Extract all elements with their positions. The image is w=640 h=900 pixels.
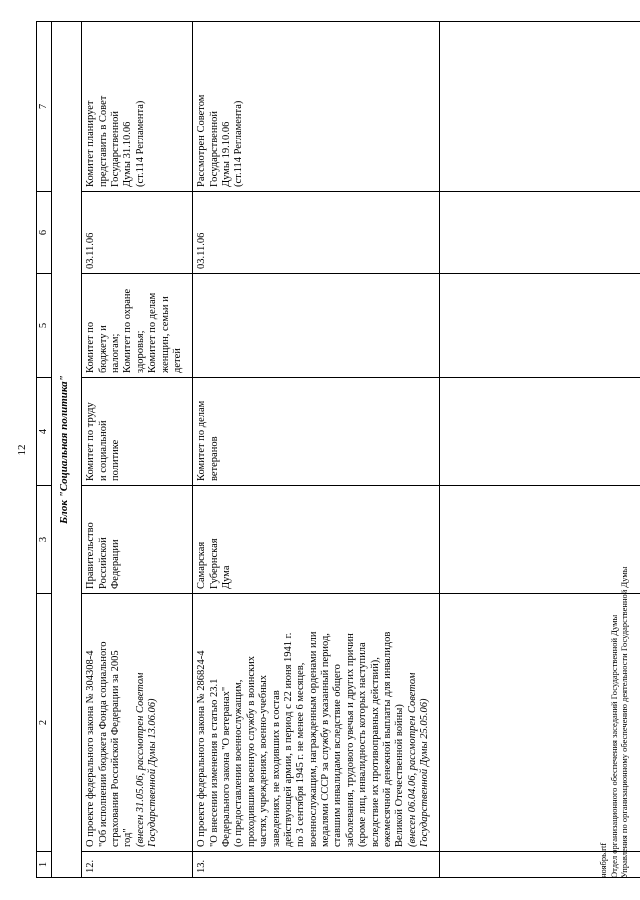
column-number-7: 7 — [37, 22, 52, 192]
note-line: представить в Совет — [97, 95, 109, 187]
name-line: Великой Отечественной войны) — [394, 704, 406, 847]
column-number-3: 3 — [37, 486, 52, 594]
name-line: проходившим военную службу в воинских — [245, 656, 257, 847]
legislation-schedule-table — [36, 21, 640, 878]
name-note-line: (внесен 31.05.06, рассмотрен Советом — [134, 672, 146, 847]
filler-cell-6 — [440, 192, 640, 274]
name-line: (о предоставлении военнослужащим, — [233, 679, 245, 847]
note-line: Государственной — [110, 111, 122, 187]
cocommittee-line: здоровья; — [134, 330, 146, 373]
subject-line: Федерации — [110, 539, 122, 589]
name-note-line: (внесен 06.04.06, рассмотрен Советом — [406, 672, 418, 847]
name-line: частях, учреждениях, военно-учебных — [258, 674, 270, 847]
name-line: "О внесении изменения в статью 23.1 — [208, 678, 220, 847]
cocommittee-line: налогам; — [110, 333, 122, 373]
row-committee-cell — [193, 378, 440, 486]
note-line: Государственной — [208, 111, 220, 187]
note-line: (ст.114 Регламента) — [233, 100, 245, 187]
page-footer — [598, 567, 630, 878]
committee-line: и социальной — [97, 420, 109, 481]
row-committee-cell — [82, 378, 193, 486]
cocommittee-line: Комитет по делам — [147, 292, 159, 373]
subject-line: Российской — [97, 537, 109, 589]
row-number-cell: 12. — [82, 852, 193, 878]
name-note-line: Государственной Думы 13.06.06) — [147, 698, 159, 847]
name-line: заболевания, трудового увечья и других причин — [344, 633, 356, 847]
name-line: страхования Российской Федерации за 2005 — [110, 650, 122, 847]
column-number-4: 4 — [37, 378, 52, 486]
filler-cell-7 — [440, 22, 640, 192]
name-note-line: Государственной Думы 25.05.06) — [419, 698, 431, 847]
committee-line: Комитет по труду — [85, 402, 97, 481]
name-line: (кроме лиц, инвалидность которых наступила — [357, 642, 369, 847]
row-name-cell — [82, 594, 193, 852]
row-number-cell: 13. — [193, 852, 440, 878]
cocommittee-line: Комитет по охране — [122, 288, 134, 373]
row-note-cell — [193, 22, 440, 192]
subject-line: Дума — [221, 565, 233, 589]
row-note-cell — [82, 22, 193, 192]
committee-line: ветеранов — [208, 436, 220, 481]
column-number-6: 6 — [37, 192, 52, 274]
name-line: по 3 сентября 1945 г. не менее 6 месяцев, — [295, 662, 307, 847]
row-date-cell: 03.11.06 — [82, 192, 193, 274]
cocommittee-line: женщин, семьи и — [159, 296, 171, 373]
subject-line: Самарская Губернская — [196, 538, 220, 589]
committee-line: Комитет по делам — [196, 400, 208, 481]
name-line: заведениях, не входивших в состав — [270, 690, 282, 847]
row-name-cell — [193, 594, 440, 852]
name-line: год" — [122, 828, 134, 847]
name-line: ставшим инвалидами вследствие общего — [332, 664, 344, 847]
cocommittee-line: детей — [171, 348, 183, 373]
note-line: Рассмотрен Советом — [196, 94, 208, 187]
column-number-1: 1 — [37, 852, 52, 878]
row-subject-cell — [82, 486, 193, 594]
row-cocommittee-cell — [82, 274, 193, 378]
cocommittee-line: Комитет по — [85, 321, 97, 373]
row-date-cell: 03.11.06 — [193, 192, 440, 274]
note-line: Думы 19.10.06 — [221, 121, 233, 187]
page-number: 12 — [16, 444, 28, 456]
column-number-2: 2 — [37, 594, 52, 852]
table-row — [193, 22, 440, 878]
name-line: ежемесячной денежной выплаты для инвалидов — [381, 631, 393, 847]
name-line: "Об исполнении бюджета Фонда социального — [97, 641, 109, 847]
footer-line: ноябрь.rtf — [598, 842, 609, 878]
note-line: Думы 31.10.06 — [122, 121, 134, 187]
table-row — [82, 22, 193, 878]
name-line: О проекте федерального закона № 286824-4 — [196, 650, 208, 847]
row-cocommittee-cell — [193, 274, 440, 378]
footer-line: Управления по организационному обеспечению деятельности Государственной Думы — [619, 566, 630, 878]
name-line: военнослужащим, награжденным орденами или — [307, 631, 319, 847]
name-line: О проекте федерального закона № 304308-4 — [85, 650, 97, 847]
name-line: Федерального закона "О ветеранах" — [221, 686, 233, 847]
name-line: вследствие их противоправных действий), — [369, 657, 381, 847]
subject-line: Правительство — [85, 522, 97, 589]
block-title: Блок "Социальная политика" — [52, 22, 82, 878]
committee-line: политике — [110, 439, 122, 481]
footer-line: Отдел организационного обеспечения заседаний Государственной Думы — [608, 614, 619, 878]
table-column-numbers-row — [37, 22, 52, 878]
name-line: медалями СССР за службу в указанный период, — [320, 633, 332, 847]
note-line: Комитет планирует — [85, 100, 97, 187]
filler-cell-4 — [440, 378, 640, 486]
note-line: (ст.114 Регламента) — [134, 100, 146, 187]
name-line: действующей армии, в период с 22 июня 1941 г. — [282, 632, 294, 847]
block-title-row — [52, 22, 82, 878]
column-number-5: 5 — [37, 274, 52, 378]
filler-cell-5 — [440, 274, 640, 378]
row-subject-cell — [193, 486, 440, 594]
cocommittee-line: бюджету и — [97, 325, 109, 373]
